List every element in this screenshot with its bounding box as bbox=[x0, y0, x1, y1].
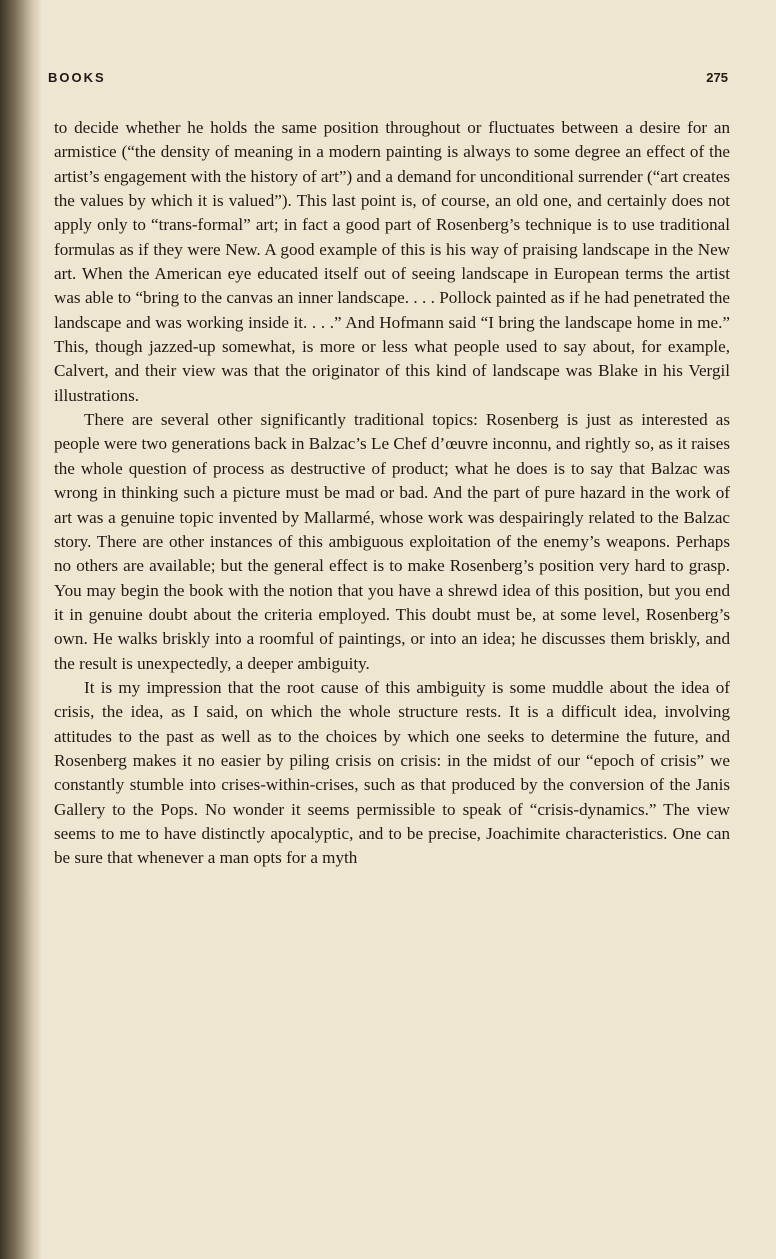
page-header bbox=[48, 70, 728, 94]
body-text bbox=[54, 116, 730, 871]
book-spine-shadow bbox=[0, 0, 42, 1259]
paragraph: There are several other significantly traditional topics: Rosenberg is just as interested as people were two generations back in Balzac’s Le Chef d’œuvre inconnu, and rightly so, as it raises the whole question of process as destructive of product; what he does is to say that Balzac was wrong in thinking such a picture must be mad or bad. And the part of pure hazard in the work of art was a genuine topic invented by Mallarmé, whose work was despairingly related to the Balzac story. There are other instances of this ambiguous exploitation of the enemy’s weapons. Perhaps no others are available; but the general effect is to make Rosenberg’s position very hard to grasp. You may begin the book with the notion that you have a shrewd idea of this position, but you end it in genuine doubt about the criteria employed. This doubt must be, at some level, Rosenberg’s own. He walks briskly into a roomful of paintings, or into an idea; he discusses them briskly, and the result is unexpectedly, a deeper ambiguity. bbox=[54, 410, 730, 673]
paragraph: It is my impression that the root cause of this ambiguity is some muddle about the idea of crisis, the idea, as I said, on which the whole structure rests. It is a difficult idea, involving attitudes to the past as well as to the choices by which one seeks to determine the future, and Rosenberg makes it no easier by piling crisis on crisis: in the midst of our “epoch of crisis” we constantly stumble into crises-within-crises, such as that produced by the conversion of the Janis Gallery to the Pops. No wonder it seems permissible to speak of “crisis-dynamics.” The view seems to me to have distinctly apocalyptic, and to be precise, Joachimite characteristics. One can be sure that whenever a man opts for a myth bbox=[54, 677, 730, 868]
page-number: 275 bbox=[706, 70, 728, 85]
running-head: BOOKS bbox=[48, 70, 106, 85]
paragraph: to decide whether he holds the same position throughout or fluctuates between a desire for an armistice (“the density of meaning in a modern painting is always to some degree an effect of the artist’s engagement with the history of art”) and a demand for unconditional surrender (“art creates the values by which it is valued”). This last point is, of course, an old one, and certainly does not apply only to “trans-formal” art; in fact a good part of Rosenberg’s technique is to use traditional formulas as if they were New. A good example of this is his way of praising landscape in the New art. When the American eye educated itself out of seeing landscape in European terms the artist was able to “bring to the canvas an inner landscape. . . . Pollock painted as if he had penetrated the landscape and was working inside it. . . .” And Hofmann said “I bring the landscape home in me.” This, though jazzed-up somewhat, is more or less what people used to say about, for example, Calvert, and their view was that the originator of this kind of landscape was Blake in his Vergil illustrations. bbox=[54, 118, 730, 405]
